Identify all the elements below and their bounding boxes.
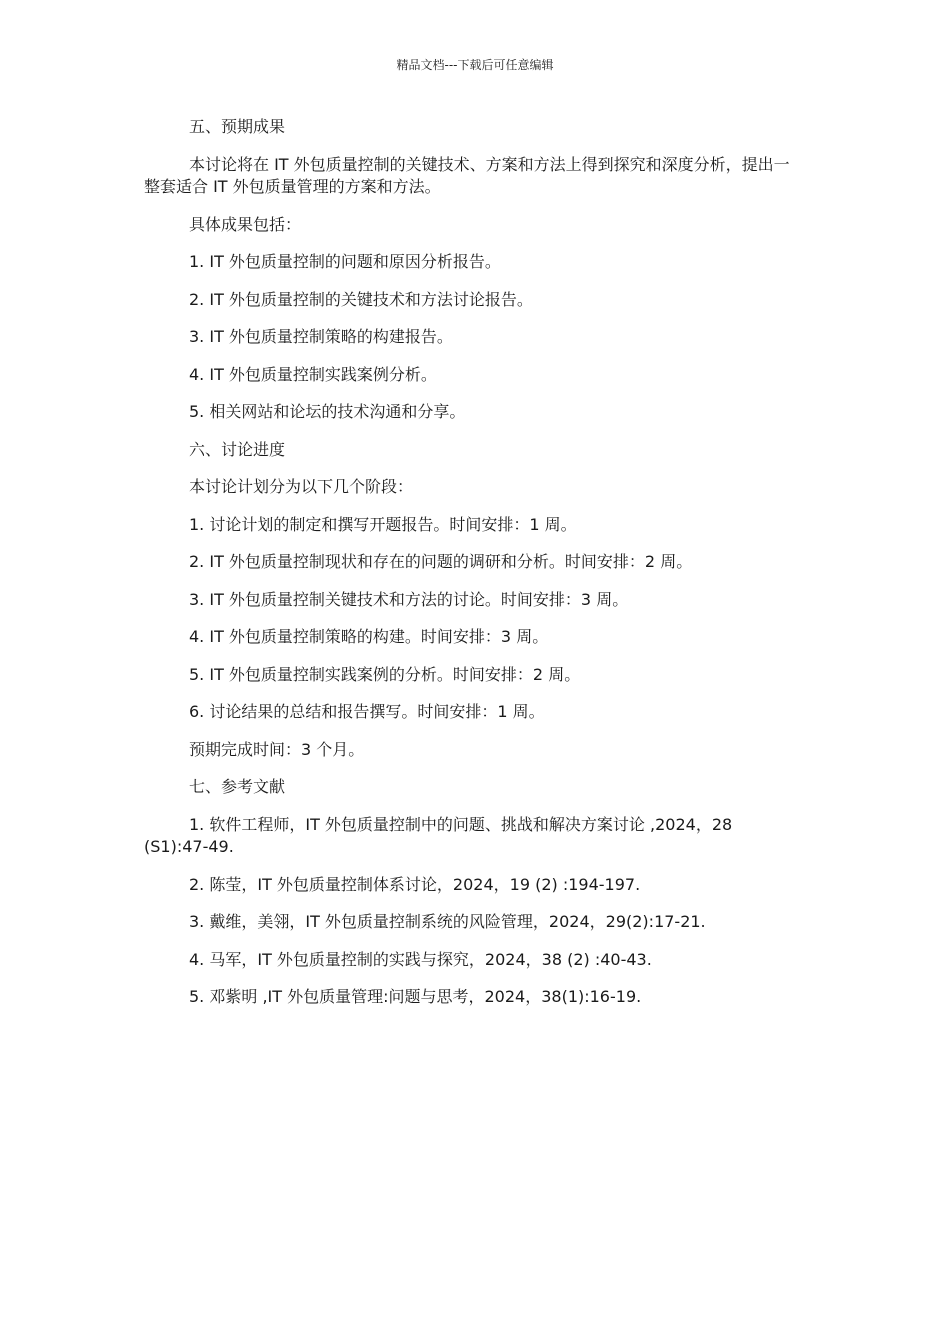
section-heading-expected-results: 五、预期成果: [189, 117, 286, 136]
list-item-stage-3: 3. IT 外包质量控制关键技术和方法的讨论。时间安排：3 周。: [189, 589, 629, 609]
section-heading-references: 七、参考文献: [189, 777, 286, 796]
section-heading-schedule: 六、讨论进度: [189, 439, 286, 459]
reference-item-5: 5. 邓紫明 ,IT 外包质量管理:问题与思考，2024，38(1):16-19.: [189, 987, 642, 1006]
list-item-result-5: 5. 相关网站和论坛的技术沟通和分享。: [189, 402, 466, 421]
paragraph-expected-completion: 预期完成时间：3 个月。: [189, 739, 365, 759]
reference-item-1: 1. 软件工程师，IT 外包质量控制中的问题、挑战和解决方案讨论 ,2024，28 (S1):47-49.: [144, 814, 733, 856]
list-item-stage-5: 5. IT 外包质量控制实践案例的分析。时间安排：2 周。: [189, 664, 581, 684]
paragraph-schedule-lead: 本讨论计划分为以下几个阶段：: [189, 477, 414, 496]
paragraph-expected-results-intro: 本讨论将在 IT 外包质量控制的关键技术、方案和方法上得到探究和深度分析，提出一整套适合 IT 外包质量管理的方案和方法。: [144, 154, 790, 196]
list-item-stage-1: 1. 讨论计划的制定和撰写开题报告。时间安排：1 周。: [189, 514, 577, 534]
reference-item-2: 2. 陈莹，IT 外包质量控制体系讨论，2024，19 (2) :194-197.: [189, 874, 641, 894]
list-item-stage-4: 4. IT 外包质量控制策略的构建。时间安排：3 周。: [189, 627, 549, 646]
page-header: 精品文档---下载后可任意编辑: [396, 58, 554, 72]
list-item-stage-6: 6. 讨论结果的总结和报告撰写。时间安排：1 周。: [189, 702, 545, 721]
list-item-result-1: 1. IT 外包质量控制的问题和原因分析报告。: [189, 252, 501, 271]
list-item-result-4: 4. IT 外包质量控制实践案例分析。: [189, 364, 437, 384]
list-item-result-2: 2. IT 外包质量控制的关键技术和方法讨论报告。: [189, 289, 533, 309]
document-body: [144, 116, 794, 1024]
reference-item-3: 3. 戴维，美翎，IT 外包质量控制系统的风险管理，2024，29(2):17-21.: [189, 912, 706, 931]
list-item-stage-2: 2. IT 外包质量控制现状和存在的问题的调研和分析。时间安排：2 周。: [189, 552, 693, 571]
reference-item-4: 4. 马军，IT 外包质量控制的实践与探究，2024，38 (2) :40-43.: [189, 949, 652, 969]
list-item-result-3: 3. IT 外包质量控制策略的构建报告。: [189, 327, 453, 346]
paragraph-results-lead: 具体成果包括：: [189, 214, 302, 234]
